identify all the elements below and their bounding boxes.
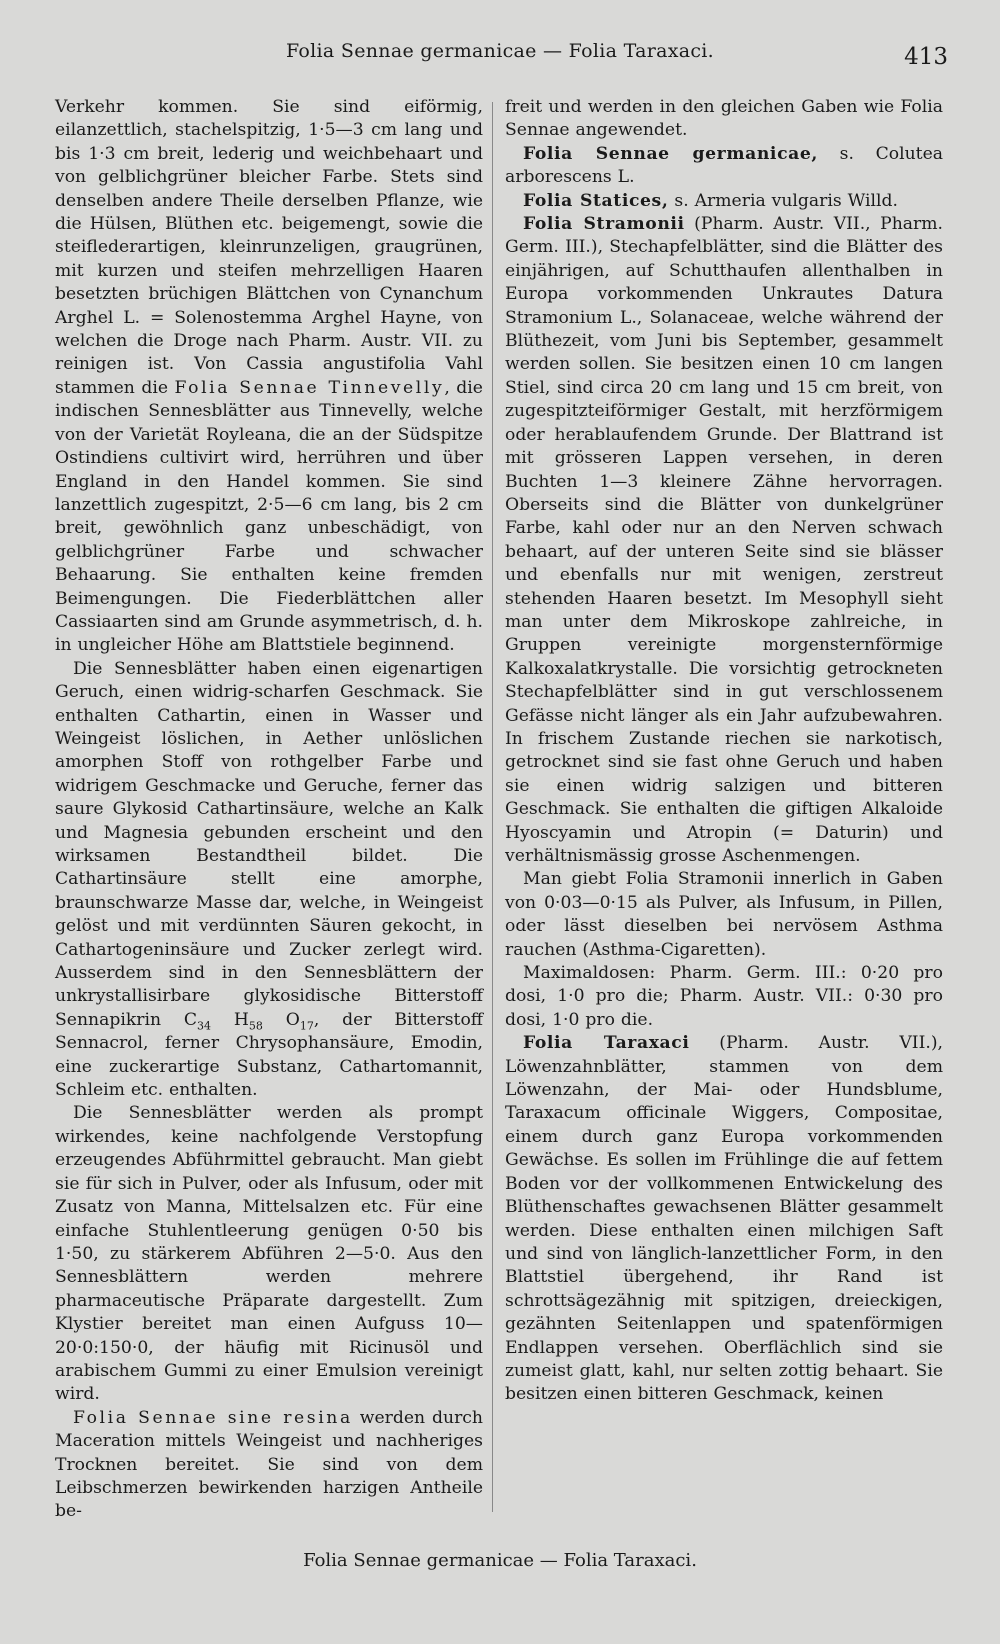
paragraph <box>55 658 483 1103</box>
right-column <box>505 96 943 1407</box>
entry-lemma: Folia Statices, <box>523 190 669 211</box>
entry-statices <box>505 190 943 213</box>
left-column <box>55 96 483 1524</box>
running-head: Folia Sennae germanicae — Folia Taraxaci. <box>285 40 715 62</box>
entry-lemma: Folia Stramonii <box>523 214 685 235</box>
paragraph: Man giebt Folia Stramonii innerlich in Gaben von 0·03—0·15 als Pulver, als Infusum, in Pillen, oder lässt dieselben bei nervösem Asthma rauchen (Asthma-Cigaretten). <box>505 869 943 960</box>
entry-text: (Pharm. Austr. VII.), Löwenzahnblätter, stammen von dem Löwenzahn, der Mai- oder Hundsblume, Taraxacum officinale Wiggers, Compositae, einem durch ganz Europa vorkommenden Gewächse. Es sollen im Frühlinge die auf fettem Boden vor der vollkommenen Entwickelung des Blüthenschaftes gewachsenen Blätter gesammelt werden. Diese enthalten einen milchigen Saft und sind von länglich-lanzettlicher Form, in den Blattstiel übergehend, ihr Rand ist schrottsägezähnig mit spitzigen, dreieckigen, gezähnten Seitenlappen und spatenförmigen Endlappen versehen. Oberflächlich sind sie zumeist glatt, kahl, nur selten zottig behaart. Sie besitzen einen bitteren Geschmack, keinen <box>505 1033 944 1405</box>
page-footer: Folia Sennae germanicae — Folia Taraxaci. <box>303 1550 697 1571</box>
paragraph <box>55 1407 483 1524</box>
paragraph: Maximaldosen: Pharm. Germ. III.: 0·20 pro dosi, 1·0 pro die; Pharm. Austr. VII.: 0·30 pro dosi, 1·0 pro die. <box>505 963 943 1030</box>
spaced-term: Folia Sennae Tinnevelly <box>174 377 445 398</box>
paragraph-text: Verkehr kommen. Sie sind eiförmig, eilanzettlich, stachelspitzig, 1·5—3 cm lang und bis 1·3 cm breit, lederig und weichbehaart und von gelblichgrüner bleicher Farbe. Stets sind denselben andere Theile derselben Pflanze, wie die Hülsen, Blüthen etc. beigemengt, sowie die steiflederartigen, kleinrunzeligen, graugrünen, mit kurzen und steifen mehrzelligen Haaren besetzten brüchigen Blättchen von Cynanchum Arghel L. = Solenostemma Arghel Hayne, von welchen die Droge nach Pharm. Austr. VII. zu reinigen ist. Von Cassia angustifolia Vahl stammen die <box>55 97 483 398</box>
entry-lemma: Folia Taraxaci <box>523 1033 690 1054</box>
paragraph: Die Sennesblätter werden als prompt wirkendes, keine nachfolgende Verstopfung erzeugendes Abführmittel gebraucht. Man giebt sie für sich in Pulver, oder als Infusum, oder mit Zusatz von Manna, Mittelsalzen etc. Für eine einfache Stuhlentleerung genügen 0·50 bis 1·50, zu stärkerem Abführen 2—5·0. Aus den Sennesblättern werden mehrere pharmaceutische Präparate dargestellt. Zum Klystier bereitet man einen Aufguss 10—20·0:150·0, der häufig mit Ricinusöl und arabischem Gummi zu einer Emulsion vereinigt wird. <box>55 1103 483 1405</box>
entry-text: (Pharm. Austr. VII., Pharm. Germ. III.), Stechapfelblätter, sind die Blätter des einjährigen, auf Schutthaufen allenthalben in Europa vorkommenden Unkrautes Datura Stramonium L., Solanaceae, welche während der Blüthezeit, vom Juni bis September, gesammelt werden sollen. Sie besitzen einen 10 cm langen Stiel, sind circa 20 cm lang und 15 cm breit, von zugespitzteiförmiger Gestalt, mit herzförmigem oder herablaufendem Grunde. Der Blattrand ist mit grösseren Lappen versehen, in deren Buchten 1—3 kleinere Zähne hervorragen. Oberseits sind die Blätter von dunkelgrüner Farbe, kahl oder nur an den Nerven schwach behaart, auf der unteren Seite sind sie blässer und ebenfalls nur mit wenigen, zerstreut stehenden Haaren besetzt. Im Mesophyll sieht man unter dem Mikroskope zahlreiche, in Gruppen vereinigte morgensternförmige Kalkoxalatkrystalle. Die vorsichtig getrockneten Stechapfelblätter sind in gut verschlossenem Gefässe nicht länger als ein Jahr aufzubewahren. In frischem Zustande riechen sie narkotisch, getrocknet sind sie fast ohne Geruch und haben sie einen widrig salzigen und bitteren Geschmack. Sie enthalten die giftigen Alkaloide Hyoscyamin und Atropin (= Daturin) und verhältnismässig grosse Aschenmengen. <box>505 214 943 866</box>
entry-text: s. Armeria vulgaris Willd. <box>668 190 898 211</box>
spaced-term: Folia Sennae sine resina <box>73 1407 353 1428</box>
entry-taraxaci <box>505 1032 943 1407</box>
entry-lemma: Folia Sennae germanicae, <box>523 143 818 164</box>
entry-sennae-germanicae <box>505 143 943 190</box>
page-number: 413 <box>904 44 948 70</box>
entry-stramonii <box>505 213 943 868</box>
column-divider <box>492 102 493 1512</box>
paragraph-text: , die indischen Sennesblätter aus Tinnevelly, welche von der Varietät Royleana, die an der Südspitze Ostindiens cultivirt wird, herrühren und über England in den Handel kommen. Sie sind lanzettlich zugespitzt, 2·5—6 cm lang, bis 2 cm breit, gewöhnlich ganz unbeschädigt, von gelblichgrüner Farbe und schwacher Behaarung. Sie enthalten keine fremden Beimengungen. Die Fiederblättchen aller Cassiaarten sind am Grunde asymmetrisch, d. h. in ungleicher Höhe am Blattstiele beginnend. <box>55 377 483 656</box>
entry-text: s. Colutea arborescens L. <box>505 143 943 188</box>
chemical-formula: $C_{34}$ $H_{58}$ $O_{17}$ <box>183 1009 314 1033</box>
paragraph <box>55 96 483 658</box>
paragraph-text: , der Bitterstoff Sennacrol, ferner Chrysophansäure, Emodin, eine zuckerartige Substanz, Cathartomannit, Schleim etc. enthalten. <box>55 1009 484 1101</box>
paragraph: freit und werden in den gleichen Gaben wie Folia Sennae angewendet. <box>505 97 943 141</box>
paragraph-text: Die Sennesblätter haben einen eigenartigen Geruch, einen widrig-scharfen Geschmack. Sie enthalten Cathartin, einen in Wasser und Weingeist löslichen, in Aether unlöslichen amorphen Stoff von rothgelber Farbe und widrigem Geschmacke und Geruche, ferner das saure Glykosid Cathartinsäure, welche an Kalk und Magnesia gebunden erscheint und den wirksamen Bestandtheil bildet. Die Cathartinsäure stellt eine amorphe, braunschwarze Masse dar, welche, in Weingeist gelöst und mit verdünnten Säuren gekocht, in Cathartogeninsäure und Zucker zerlegt wird. Ausserdem sind in den Sennesblättern der unkrystallisirbare glykosidische Bitterstoff Sennapikrin <box>55 658 483 1030</box>
paragraph-text: werden durch Maceration mittels Weingeist und nachheriges Trocknen bereitet. Sie sind von dem Leibschmerzen bewirkenden harzigen Antheile be- <box>55 1407 483 1522</box>
